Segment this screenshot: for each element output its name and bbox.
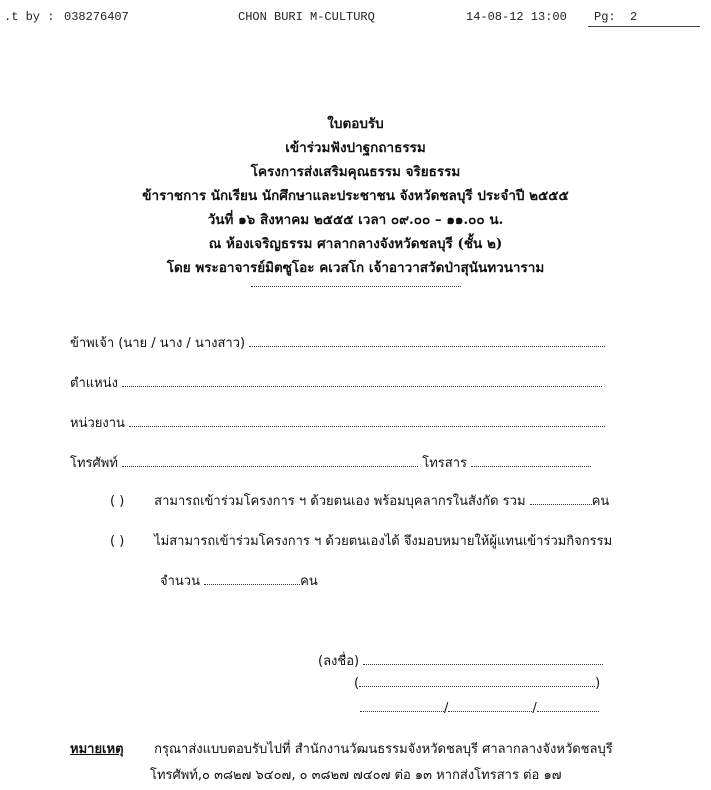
position-field xyxy=(70,372,602,393)
count-label: จำนวน xyxy=(160,574,200,589)
position-blank[interactable] xyxy=(122,375,602,387)
representative-count-field xyxy=(160,570,318,591)
remark-label: หมายเหตุ xyxy=(70,742,124,757)
fax-datetime: 14-08-12 13:00 xyxy=(466,10,567,24)
title-line: ข้าราชการ นักเรียน นักศึกษาและประชาชน จังหวัดชลบุรี ประจำปี ๒๕๕๕ xyxy=(142,188,569,204)
fax-label: โทรสาร xyxy=(422,456,467,471)
attend-checkbox[interactable]: ( ) xyxy=(110,494,125,509)
count-unit: คน xyxy=(300,574,318,589)
count-blank[interactable] xyxy=(204,573,300,585)
signature-line xyxy=(318,650,603,671)
fax-page-label: Pg: xyxy=(594,10,616,24)
fax-station: CHON BURI M-CULTURQ xyxy=(238,10,375,24)
document-title-block xyxy=(0,112,711,287)
open-paren: ( xyxy=(354,676,360,691)
name-label: ข้าพเจ้า (นาย / นาง / นางสาว) xyxy=(70,336,246,351)
agency-blank[interactable] xyxy=(129,415,605,427)
signature-blank[interactable] xyxy=(363,653,603,665)
name-blank[interactable] xyxy=(249,335,605,347)
position-label: ตำแหน่ง xyxy=(70,376,118,391)
date-slash: / xyxy=(532,701,537,716)
date-month-blank[interactable] xyxy=(448,700,532,712)
title-line: ณ ห้องเจริญธรรม ศาลากลางจังหวัดชลบุรี (ชั้น ๒) xyxy=(208,236,503,252)
remark-text-2: โทรศัพท์,๐ ๓๘๒๗ ๖๔๐๗, ๐ ๓๘๒๗ ๗๔๐๗ ต่อ ๑๓ หากส่งโทรสาร ต่อ ๑๗ xyxy=(150,768,562,783)
date-line xyxy=(360,700,599,716)
phone-field xyxy=(70,452,591,473)
option-attend xyxy=(110,490,609,511)
sign-label: (ลงชื่อ) xyxy=(318,654,360,669)
fax-header-rule xyxy=(588,26,700,27)
attend-count-blank[interactable] xyxy=(530,493,592,505)
fax-blank[interactable] xyxy=(471,455,591,467)
name-field xyxy=(70,332,605,353)
date-year-blank[interactable] xyxy=(537,700,599,712)
not-attend-checkbox[interactable]: ( ) xyxy=(110,534,125,549)
date-day-blank[interactable] xyxy=(360,700,444,712)
fax-page-number: 2 xyxy=(630,10,638,24)
fax-sender-number: 038276407 xyxy=(64,10,129,24)
printed-name-blank[interactable] xyxy=(359,675,595,687)
title-line: วันที่ ๑๖ สิงหาคม ๒๕๕๕ เวลา ๐๙.๐๐ – ๑๑.๐๐ น. xyxy=(207,212,504,228)
title-line: เข้าร่วมฟังปาฐกถาธรรม xyxy=(285,140,426,156)
option-not-attend xyxy=(110,530,612,551)
fax-header xyxy=(0,6,711,28)
agency-label: หน่วยงาน xyxy=(70,416,125,431)
title-line: ใบตอบรับ xyxy=(327,116,384,132)
attend-unit: คน xyxy=(591,494,610,509)
not-attend-text: ไม่สามารถเข้าร่วมโครงการ ฯ ด้วยตนเองได้ จึงมอบหมายให้ผู้แทนเข้าร่วมกิจกรรม xyxy=(154,534,613,549)
date-slash: / xyxy=(444,701,449,716)
agency-field xyxy=(70,412,605,433)
remark-text-1: กรุณาส่งแบบตอบรับไปที่ สำนักงานวัฒนธรรมจังหวัดชลบุรี ศาลากลางจังหวัดชลบุรี xyxy=(154,742,613,757)
remark-line-1 xyxy=(70,738,613,759)
printed-name-line xyxy=(354,675,600,691)
title-separator xyxy=(251,286,461,287)
phone-blank[interactable] xyxy=(122,455,418,467)
title-line: โครงการส่งเสริมคุณธรรม จริยธรรม xyxy=(250,164,461,180)
fax-sent-label: .t by : xyxy=(4,10,55,24)
phone-label: โทรศัพท์ xyxy=(70,456,118,471)
remark-line-2 xyxy=(150,764,561,785)
close-paren: ) xyxy=(595,676,601,691)
title-line: โดย พระอาจารย์มิตซูโอะ คเวสโก เจ้าอาวาสวัดป่าสุนันทวนาราม xyxy=(166,260,545,276)
attend-text: สามารถเข้าร่วมโครงการ ฯ ด้วยตนเอง พร้อมบุคลากรในสังกัด รวม xyxy=(154,494,526,509)
